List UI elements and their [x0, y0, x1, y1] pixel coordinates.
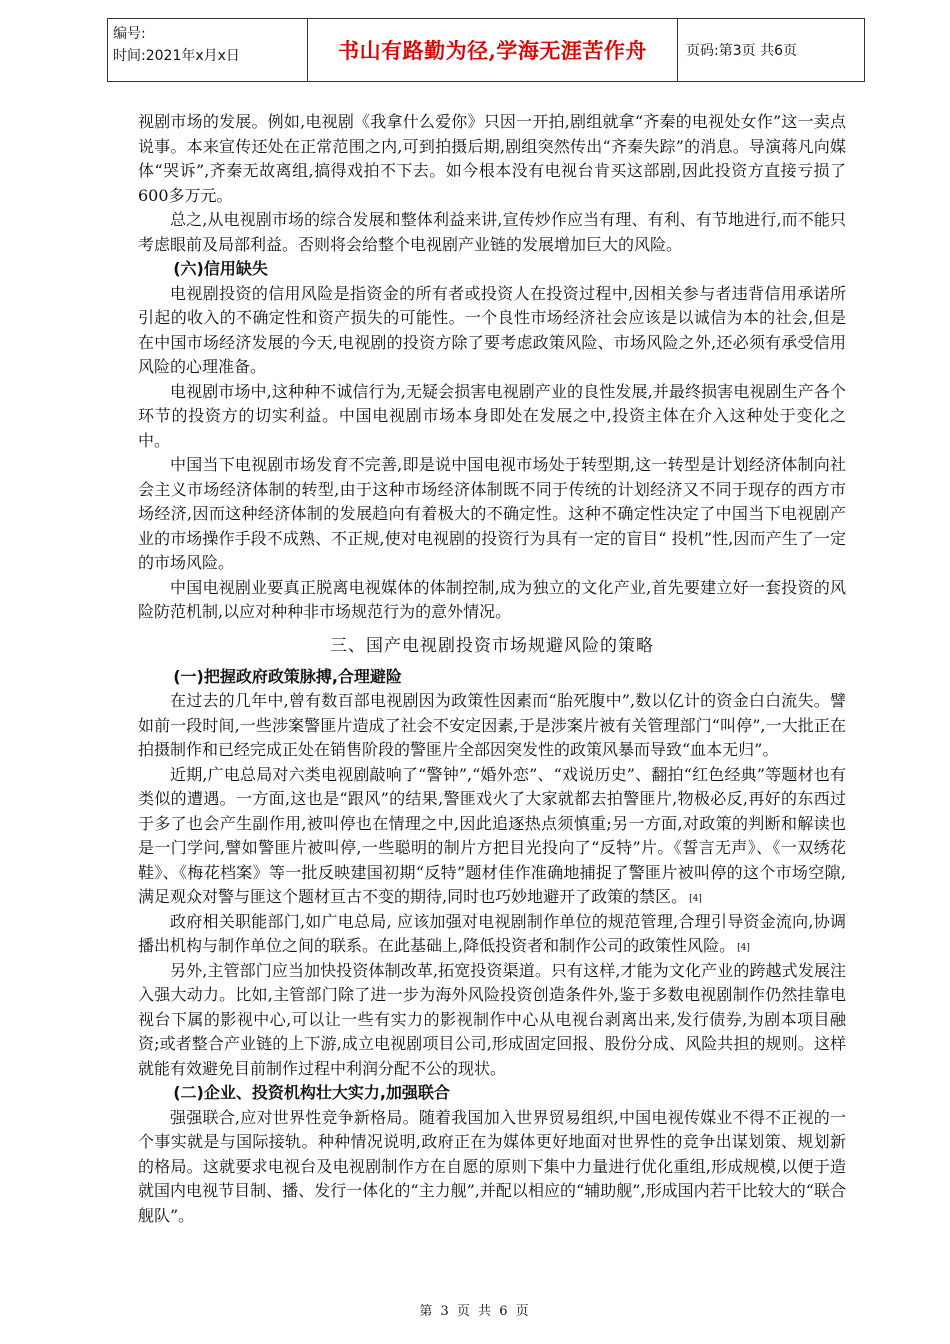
subheading: (六)信用缺失: [173, 259, 268, 278]
paragraph: 中国电视剧业要真正脱离电视媒体的体制控制,成为独立的文化产业,首先要建立好一套投资的风险防范机制,以应对种种非市场规范行为的意外情况。: [138, 577, 846, 621]
document-number-label: 编号:: [113, 26, 146, 42]
page-header: [107, 18, 865, 82]
page-footer: 第 3 页 共 6 页: [419, 1304, 531, 1319]
paragraph-text: 政府相关职能部门,如广电总局, 应该加强对电视剧制作单位的规范管理,合理引导资金流向,协调播出机构与制作单位之间的联系。在此基础上,降低投资者和制作公司的政策性风险。: [138, 911, 846, 955]
header-page-info: 页码:第3页 共6页: [686, 43, 797, 59]
citation-ref: [4]: [689, 894, 702, 904]
paragraph-text: 近期,广电总局对六类电视剧敲响了“警钟”,“婚外恋”、“戏说历史”、翻拍“红色经典”等题材也有类似的遭遇。一方面,这也是“跟风”的结果,警匪戏火了大家就都去拍警匪片,物极必反,再好的东西过于多了也会产生副作用,被叫停也在情理之中,因此追逐热点须慎重;另一方面,对政策的判断和解读也是一门学问,譬如警匪片被叫停,一些聪明的制片方把目光投向了“反特”片。《誓言无声》、《一双绣花鞋》、《梅花档案》等一批反映建国初期“反特”题材佳作准确地捕捉了警匪片被叫停的这个市场空隙,满足观众对警与匪这个题材亘古不变的期待,同时也巧妙地避开了政策的禁区。: [138, 764, 846, 906]
subheading: (二)企业、投资机构壮大实力,加强联合: [173, 1083, 450, 1102]
paragraph: 中国当下电视剧市场发育不完善,即是说中国电视市场处于转型期,这一转型是计划经济体制向社会主义市场经济体制的转型,由于这种市场经济体制既不同于传统的计划经济又不同于现存的西方市场经济,因而这种经济体制的发展趋向有着极大的不确定性。这种不确定性决定了中国当下电视剧产业的市场操作手段不成熟、不正规,使对电视剧的投资行为具有一定的盲目“ 投机”性,因而产生了一定的市场风险。: [138, 455, 846, 572]
header-motto: 书山有路勤为径,学海无涯苦作舟: [308, 19, 678, 81]
paragraph: 强强联合,应对世界性竞争新格局。随着我国加入世界贸易组织,中国电视传媒业不得不正视的一个事实就是与国际接轨。种种情况说明,政府正在为媒体更好地面对世界性的竞争出谋划策、规划新的格局。这就要求电视台及电视剧制作方在自愿的原则下集中力量进行优化重组,形成规模,以便于造就国内电视节目制、播、发行一体化的“主力舰”,并配以相应的“辅助舰”,形成国内若干比较大的“联合舰队”。: [138, 1107, 846, 1225]
paragraph: [138, 910, 846, 959]
citation-ref: [4]: [737, 943, 750, 953]
paragraph: 在过去的几年中,曾有数百部电视剧因为政策性因素而“胎死腹中”,数以亿计的资金白白流失。譬如前一段时间,一些涉案警匪片造成了社会不安定因素,于是涉案片被有关管理部门“叫停”,一大批正在拍摄制作和已经完成正处在销售阶段的警匪片全部因突发性的政策风暴而导致“血本无归”。: [138, 691, 846, 759]
header-meta: [108, 19, 308, 81]
section-heading: 三、国产电视剧投资市场规避风险的策略: [330, 635, 654, 656]
subheading: (一)把握政府政策脉搏,合理避险: [173, 666, 402, 686]
paragraph: 总之,从电视剧市场的综合发展和整体利益来讲,宣传炒作应当有理、有利、有节地进行,而不能只考虑眼前及局部利益。否则将会给整个电视剧产业链的发展增加巨大的风险。: [138, 210, 846, 254]
paragraph: [138, 763, 846, 910]
paragraph: 电视剧投资的信用风险是指资金的所有者或投资人在投资过程中,因相关参与者违背信用承诺所引起的收入的不确定性和资产损失的可能性。一个良性市场经济社会应该是以诚信为本的社会,但是在中国市场经济发展的今天,电视剧的投资方除了要考虑政策风险、市场风险之外,还必须有承受信用风险的心理准备。: [138, 283, 846, 376]
document-time-label: 时间:2021年x月x日: [113, 48, 240, 64]
paragraph: 电视剧市场中,这种种不诚信行为,无疑会损害电视剧产业的良性发展,并最终损害电视剧生产各个环节的投资方的切实利益。中国电视剧市场本身即处在发展之中,投资主体在介入这种处于变化之中。: [138, 381, 846, 450]
document-body: [138, 110, 846, 1228]
paragraph: 另外,主管部门应当加快投资体制改革,拓宽投资渠道。只有这样,才能为文化产业的跨越式发展注入强大动力。比如,主管部门除了进一步为海外风险投资创造条件外,鉴于多数电视剧制作仍然挂靠电视台下属的影视中心,可以让一些有实力的影视制作中心从电视台剥离出来,发行债券,为剧本项目融资;或者整合产业链的上下游,成立电视剧项目公司,形成固定回报、股份分成、风险共担的规则。这样就能有效避免目前制作过程中利润分配不公的现状。: [138, 960, 846, 1078]
paragraph: 视剧市场的发展。例如,电视剧《我拿什么爱你》只因一开拍,剧组就拿“齐秦的电视处女作”这一卖点说事。本来宣传还处在正常范围之内,可到拍摄后期,剧组突然传出“齐秦失踪”的消息。导演蒋凡向媒体“哭诉”,齐秦无故离组,搞得戏拍不下去。如今根本没有电视台肯买这部剧,因此投资方直接亏损了600多万元。: [138, 112, 846, 205]
